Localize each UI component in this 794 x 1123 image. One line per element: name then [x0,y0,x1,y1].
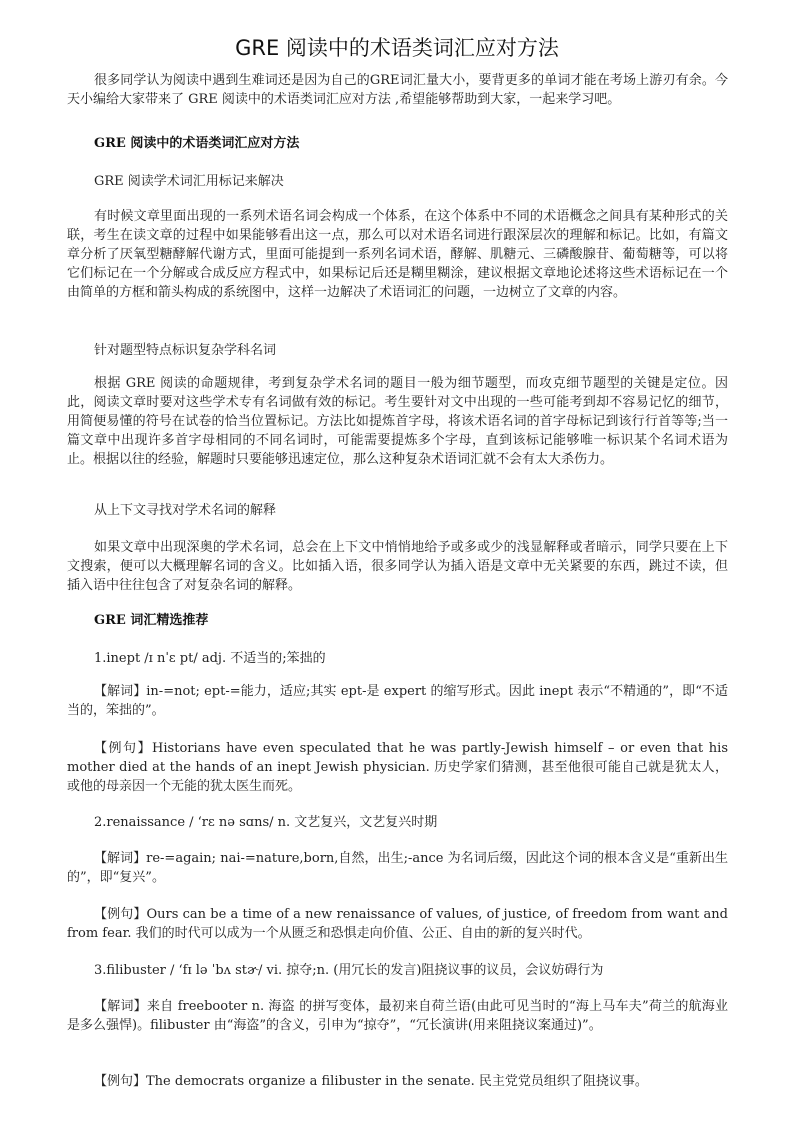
vocab-headword: 3.filibuster / ‘fɪ lə ˈbʌ stɚ/ vi. 掠夺;n. (用冗长的发言)阻挠议事的议员，会议妨碍行为 [94,963,604,978]
section-heading: GRE 阅读中的术语类词汇应对方法 [94,136,300,151]
vocab-example: 【例句】The democrats organize a filibuster in the senate. 民主党党员组织了阻挠议事。 [94,1074,648,1089]
vocab-explanation: 【解词】in-=not; ept-=能力，适应;其实 ept-是 expert 的缩写形式。因此 inept 表示“不精通的”，即“不适当的，笨拙的”。 [67,684,728,718]
subheading: GRE 阅读学术词汇用标记来解决 [94,174,284,189]
vocab-headword: 1.inept /ɪ nˈɛ pt/ adj. 不适当的;笨拙的 [94,651,326,666]
vocab-headword: 2.renaissance / ‘rɛ nə sɑns/ n. 文艺复兴，文艺复兴时期 [94,815,438,830]
subheading: 从上下文寻找对学术名词的解释 [94,503,277,518]
document-title: GRE 阅读中的术语类词汇应对方法 [235,36,559,60]
subheading: 针对题型特点标识复杂学科名词 [94,343,277,358]
vocab-explanation: 【解词】re-=again; nai-=nature,born,自然，出生;-ance 为名词后缀，因此这个词的根本含义是“重新出生的”，即“复兴”。 [67,851,728,885]
vocab-example: 【例句】Ours can be a time of a new renaissance of values, of justice, of freedom from want and from fear. 我们的时代可以成为一个从匮乏和恐惧走向价值、公正、自由的新的复兴时代。 [67,907,728,941]
vocab-example: 【例句】Historians have even speculated that he was partly-Jewish himself – or even that his mother died at the hands of an inept Jewish physician. 历史学家们猜测，甚至他很可能自己就是犹太人，或他的母亲因一个无能的犹太医生而死。 [67,741,728,794]
vocab-explanation: 【解词】来自 freebooter n. 海盗 的拼写变体，最初来自荷兰语(由此可见当时的“海上马车夫”荷兰的航海业是多么强悍)。filibuster 由“海盗”的含义，引申为“掠夺”，“冗长演讲(用来阻挠议案通过)”。 [67,999,728,1033]
section-heading: GRE 词汇精选推荐 [94,613,209,628]
intro-paragraph: 很多同学认为阅读中遇到生难词还是因为自己的GRE词汇量大小，要背更多的单词才能在考场上游刃有余。今天小编给大家带来了 GRE 阅读中的术语类词汇应对方法 ,希望能够帮助到大家，一起来学习吧。 [67,73,728,107]
body-paragraph: 有时候文章里面出现的一系列术语名词会构成一个体系，在这个体系中不同的术语概念之间具有某种形式的关联，考生在读文章的过程中如果能够看出这一点，那么可以对术语名词进行跟深层次的理解和标记。比如，有篇文章分析了厌氧型糖酵解代谢方式，里面可能提到一系列名词术语，酵解、肌糖元、三磷酸腺苷、葡萄糖等，可以将它们标记在一个分解或合成反应方程式中，如果标记后还是糊里糊涂，建议根据文章地论述将这些术语标记在一个由简单的方框和箭头构成的系统图中，这样一边解决了术语词汇的问题，一边树立了文章的内容。 [67,209,728,300]
body-paragraph: 根据 GRE 阅读的命题规律，考到复杂学术名词的题目一般为细节题型，而攻克细节题型的关键是定位。因此，阅读文章时要对这些学术专有名词做有效的标记。考生要针对文中出现的一些可能考到却不容易记忆的细节，用简便易懂的符号在试卷的恰当位置标记。方法比如提炼首字母，将该术语名词的首字母标记到该行行首等等;当一篇文章中出现许多首字母相同的不同名词时，可能需要提炼多个字母，直到该标记能够唯一标识某个名词术语为止。根据以往的经验，解题时只要能够迅速定位，那么这种复杂术语词汇就不会有太大杀伤力。 [67,376,728,467]
body-paragraph: 如果文章中出现深奥的学术名词，总会在上下文中悄悄地给予或多或少的浅显解释或者暗示，同学只要在上下文搜索，便可以大概理解名词的含义。比如插入语，很多同学认为插入语是文章中无关紧要的东西，跳过不读，但插入语中往往包含了对复杂名词的解释。 [67,540,728,593]
